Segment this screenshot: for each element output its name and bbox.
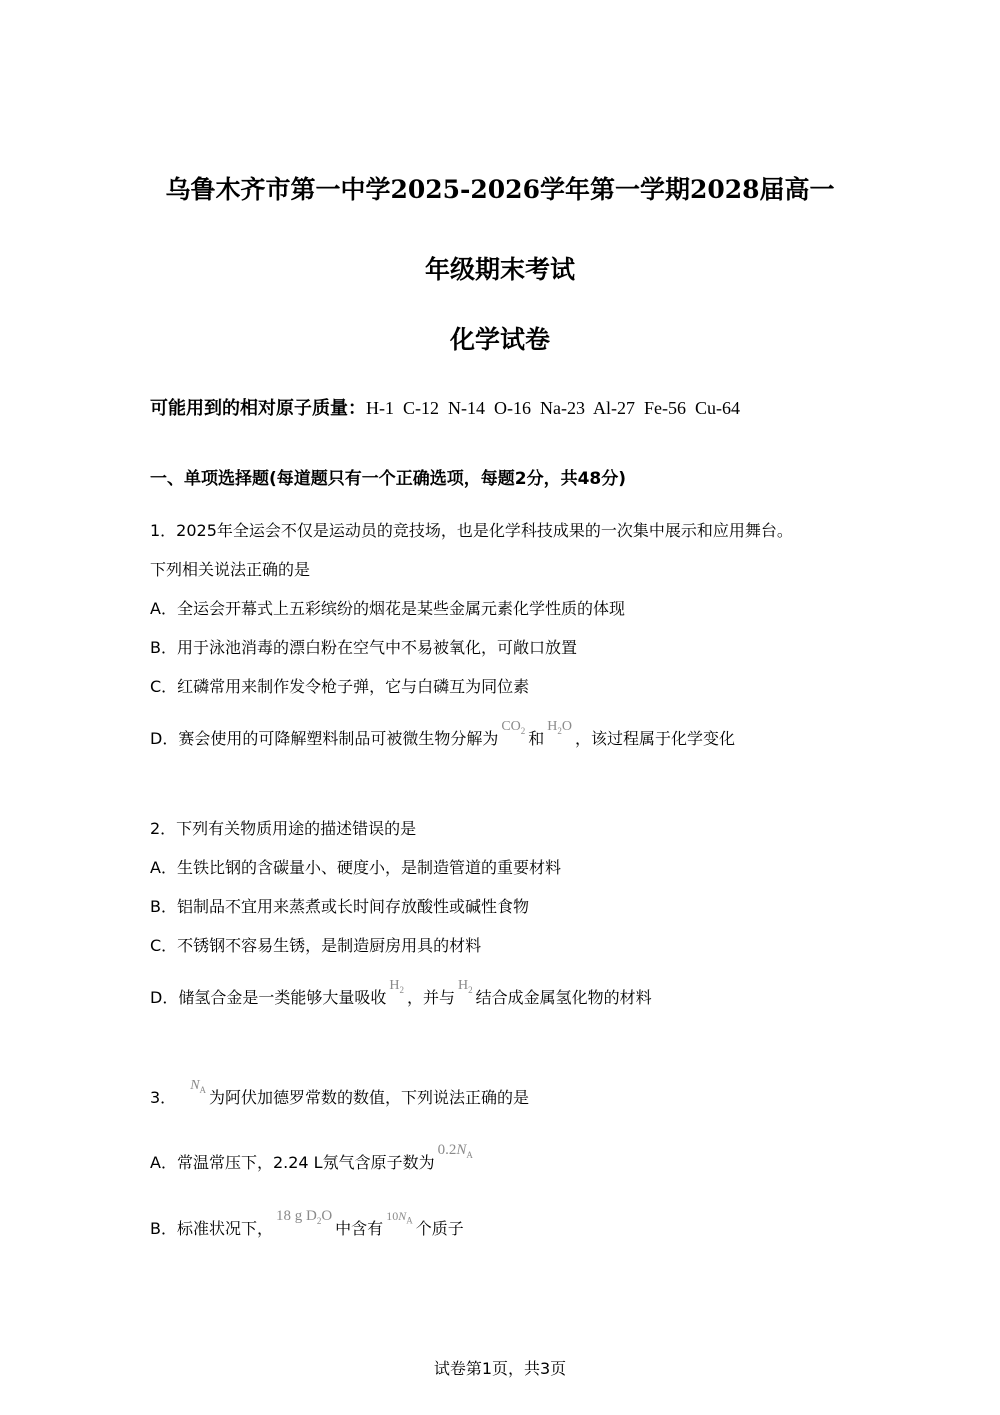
formula-h2-1 bbox=[386, 978, 407, 993]
q2-option-b: B．铝制品不宜用来蒸煮或长时间存放酸性或碱性食物 bbox=[150, 897, 529, 916]
q1-stem-line1: 1．2025年全运会不仅是运动员的竞技场，也是化学科技成果的一次集中展示和应用舞台。 bbox=[150, 521, 793, 540]
formula-co2-base: CO bbox=[501, 719, 521, 734]
q3-option-b-text1: B．标准状况下， bbox=[150, 1219, 273, 1238]
formula-h2o-o: O bbox=[561, 719, 573, 734]
atomic-mass-values: H-1 C-12 N-14 O-16 Na-23 Al-27 Fe-56 Cu-64 bbox=[366, 398, 740, 418]
q3-number: 3． bbox=[150, 1088, 177, 1107]
formula-na-sub: A bbox=[199, 1084, 207, 1095]
q3-option-a bbox=[150, 1142, 476, 1174]
formula-0-2na-sub: A bbox=[466, 1150, 473, 1160]
page-footer: 试卷第1页，共3页 bbox=[433, 1359, 567, 1378]
q3-stem-text: 为阿伏加德罗常数的数值，下列说法正确的是 bbox=[209, 1088, 530, 1107]
formula-10na bbox=[383, 1209, 416, 1226]
formula-0-2na-coef: 0.2 bbox=[437, 1142, 457, 1158]
formula-h2-2 bbox=[455, 978, 476, 993]
formula-0-2na bbox=[435, 1142, 476, 1158]
formula-18g-d2o-sub: 2 bbox=[316, 1216, 322, 1226]
exam-title-line2: 年级期末考试 bbox=[424, 255, 575, 284]
q1-stem-line2: 下列相关说法正确的是 bbox=[150, 560, 311, 579]
exam-subject-title: 化学试卷 bbox=[449, 325, 550, 354]
q1-option-d bbox=[150, 719, 736, 750]
atomic-mass-label: 可能用到的相对原子质量： bbox=[150, 398, 366, 419]
formula-co2-sub: 2 bbox=[520, 725, 526, 736]
formula-10na-coef: 10 bbox=[386, 1209, 399, 1223]
q1-option-b: B．用于泳池消毒的漂白粉在空气中不易被氧化，可敞口放置 bbox=[150, 638, 577, 657]
formula-h2o-h: H bbox=[547, 719, 558, 734]
q1-option-d-text3: ，该过程属于化学变化 bbox=[575, 729, 736, 748]
q2-option-d-text3: 结合成金属氢化物的材料 bbox=[475, 988, 652, 1007]
formula-18g-d2o-d: 18 g D bbox=[275, 1208, 317, 1224]
q3-option-a-text: A．常温常压下，2.24 L氖气含原子数为 bbox=[150, 1153, 435, 1172]
q3-stem bbox=[150, 1078, 530, 1109]
formula-18g-d2o-o: O bbox=[321, 1208, 333, 1224]
formula-18g-d2o bbox=[273, 1208, 335, 1224]
q1-option-a: A．全运会开幕式上五彩缤纷的烟花是某些金属元素化学性质的体现 bbox=[150, 599, 625, 618]
q2-option-a: A．生铁比钢的含碳量小、硬度小，是制造管道的重要材料 bbox=[150, 858, 561, 877]
q2-option-d bbox=[150, 978, 652, 1009]
q1-option-c: C．红磷常用来制作发令枪子弹，它与白磷互为同位素 bbox=[150, 677, 530, 696]
formula-h2-1-sub: 2 bbox=[399, 984, 404, 995]
q2-option-c: C．不锈钢不容易生锈，是制造厨房用具的材料 bbox=[150, 936, 482, 955]
q1-option-d-text2: 和 bbox=[528, 729, 545, 748]
q3-option-b-text3: 个质子 bbox=[415, 1219, 464, 1238]
section-heading: 一、单项选择题(每道题只有一个正确选项，每题2分，共48分) bbox=[150, 469, 627, 489]
formula-h2o bbox=[544, 719, 575, 734]
formula-10na-n: N bbox=[398, 1209, 407, 1223]
q3-option-b bbox=[150, 1208, 464, 1240]
q2-option-d-text2: ，并与 bbox=[406, 988, 455, 1007]
q2-option-d-text1: D．储氢合金是一类能够大量吸收 bbox=[150, 988, 387, 1007]
atomic-mass-line bbox=[150, 394, 740, 420]
formula-na bbox=[176, 1078, 209, 1093]
q1-option-d-text1: D．赛会使用的可降解塑料制品可被微生物分解为 bbox=[150, 729, 499, 748]
formula-h2-2-base: H bbox=[457, 978, 469, 993]
formula-h2-1-base: H bbox=[389, 978, 400, 993]
formula-na-base: N bbox=[190, 1078, 200, 1093]
formula-10na-sub: A bbox=[406, 1215, 413, 1226]
formula-0-2na-n: N bbox=[456, 1142, 467, 1158]
q2-stem: 2．下列有关物质用途的描述错误的是 bbox=[150, 819, 417, 838]
formula-h2-2-sub: 2 bbox=[468, 984, 473, 995]
formula-co2 bbox=[498, 719, 528, 734]
q3-option-b-text2: 中含有 bbox=[335, 1219, 384, 1238]
formula-h2o-sub: 2 bbox=[557, 725, 562, 736]
exam-title-line1: 乌鲁木齐市第一中学2025-2026学年第一学期2028届高一 bbox=[165, 175, 835, 204]
